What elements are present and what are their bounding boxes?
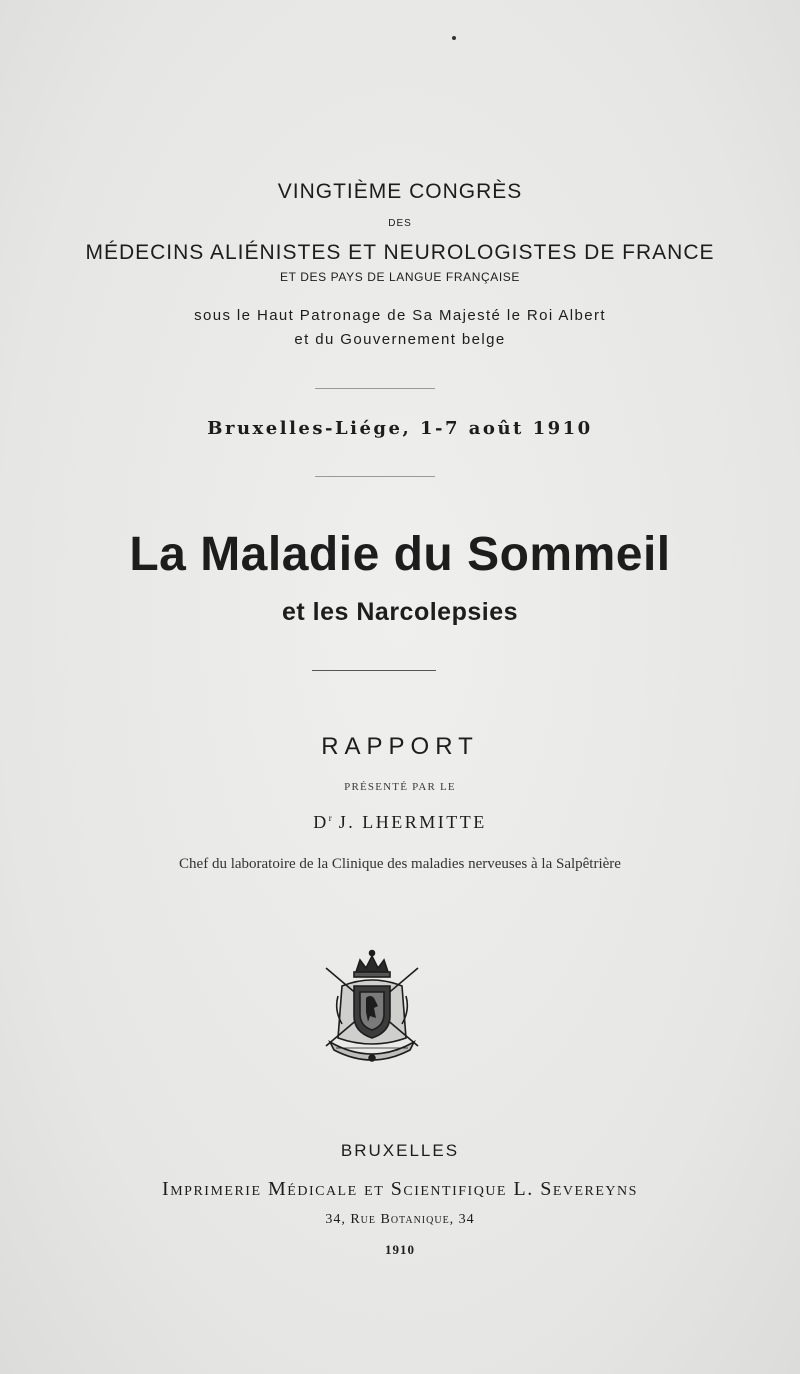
divider [315,388,435,389]
author-prefix-sup: r [328,813,332,823]
congress-subtitle: ET DES PAYS DE LANGUE FRANÇAISE [280,270,520,284]
government-line: et du Gouvernement belge [294,331,506,348]
venue-dates: Bruxelles-Liége, 1-7 août 1910 [207,418,593,439]
report-label: RAPPORT [321,733,479,760]
document-title: La Maladie du Sommeil [129,528,671,581]
congress-ordinal: VINGTIÈME CONGRÈS [277,180,523,203]
congress-des: DES [388,218,412,229]
divider [315,476,435,477]
author-prefix: D [313,812,329,832]
belgian-coat-of-arms-icon [312,946,432,1066]
author-name [0,812,800,833]
ink-speck [452,36,456,40]
imprint-address: 34, Rue Botanique, 34 [325,1212,475,1227]
congress-title: MÉDECINS ALIÉNISTES ET NEUROLOGISTES DE FRANCE [85,241,715,264]
imprint-city: BRUXELLES [340,1141,460,1160]
document-subtitle: et les Narcolepsies [281,598,518,626]
author-role: Chef du laboratoire de la Clinique des maladies nerveuses à la Salpêtrière [179,856,621,872]
imprint-printer: Imprimerie Médicale et Scientifique L. Severeyns [162,1178,638,1200]
presented-by: PRÉSENTÉ PAR LE [344,781,456,793]
divider [312,670,436,671]
imprint-year: 1910 [385,1242,415,1257]
patronage-line: sous le Haut Patronage de Sa Majesté le Roi Albert [194,307,606,324]
author-surname: J. LHERMITTE [338,812,487,832]
